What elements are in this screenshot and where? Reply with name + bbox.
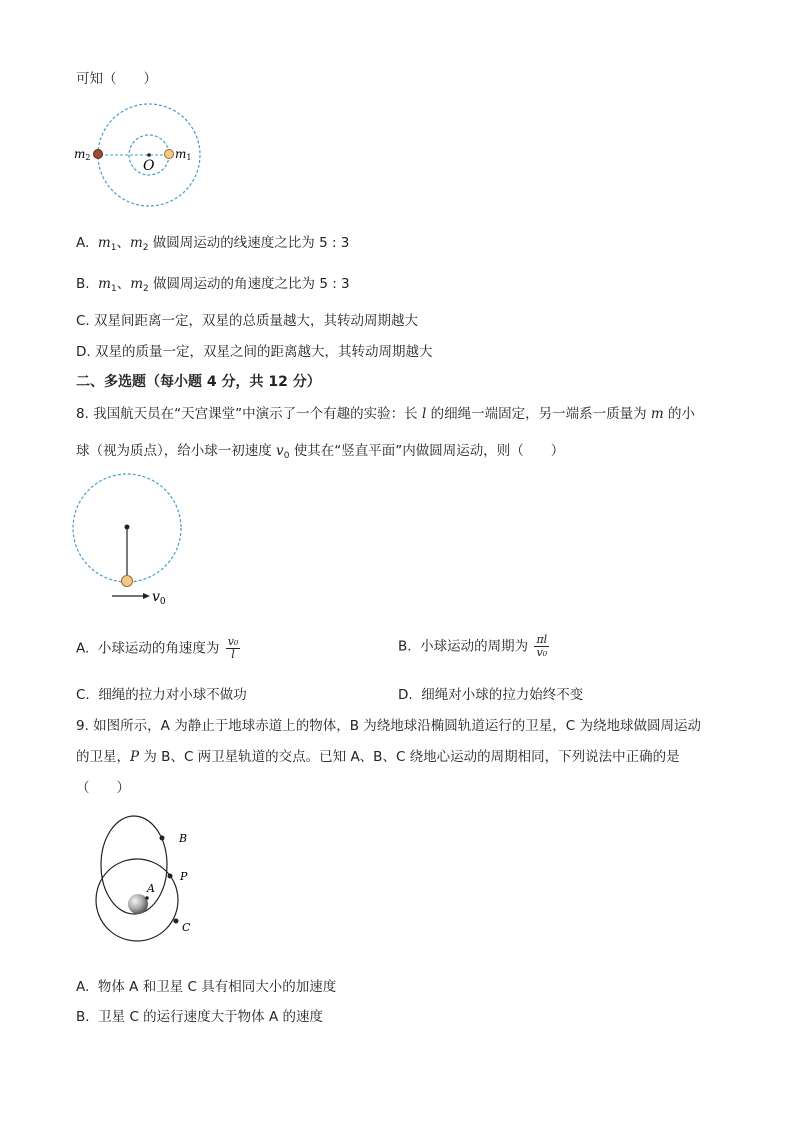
q9-stem-line3: （ ）: [76, 780, 130, 796]
satellite-c: [174, 919, 179, 924]
q9-stem-line2: 的卫星，P 为 B、C 两卫星轨道的交点。已知 A、B、C 绕地心运动的周期相同，下列说法中正确的是: [76, 749, 680, 765]
m2-star: [94, 150, 103, 159]
v0-label: v: [152, 589, 160, 605]
svg-text:m2: m2: [74, 147, 91, 162]
q8-option-a[interactable]: A. 小球运动的角速度为 $\frac{\text{v₀}}{l}$: [76, 635, 239, 661]
q7-option-a[interactable]: A. $m_1$、$m_2$ 做圆周运动的线速度之比为 5 : 3: [76, 235, 350, 253]
intersection-p: [168, 874, 173, 879]
label-a: A: [147, 882, 155, 895]
object-a: [145, 896, 149, 900]
center-point: [147, 153, 151, 157]
section-heading: 二、多选题（每小题 4 分，共 12 分）: [76, 374, 321, 390]
q7-option-c[interactable]: C. 双星间距离一定，双星的总质量越大，其转动周期越大: [76, 313, 419, 329]
satellite-b: [160, 836, 165, 841]
q9-option-a[interactable]: A. 物体 A 和卫星 C 具有相同大小的加速度: [76, 979, 337, 995]
m2-label: m: [74, 147, 86, 161]
q9-stem-line1: 9. 如图所示，A 为静止于地球赤道上的物体，B 为绕地球沿椭圆轨道运行的卫星，C 为绕地球做圆周运动: [76, 718, 701, 734]
label-c: C: [182, 921, 191, 934]
m1-label: m: [175, 147, 187, 161]
q8-circular-motion-figure: [68, 470, 198, 610]
svg-text:v0: $v_0$: [152, 589, 166, 607]
q8-stem-line1: 8. 我国航天员在“天宫课堂”中演示了一个有趣的实验：长 l 的细绳一端固定，另一端系一质量为 m 的小: [76, 406, 695, 422]
q8-option-c[interactable]: C. 细绳的拉力对小球不做功: [76, 687, 247, 703]
q7-stem-tail: 可知（ ）: [76, 71, 157, 87]
o-label: O: [143, 158, 155, 174]
label-b: B: [179, 832, 188, 845]
q7-binary-star-figure: [72, 100, 212, 210]
q7-option-d[interactable]: D. 双星的质量一定，双星之间的距离越大，其转动周期越大: [76, 344, 433, 360]
svg-text:m1: m1: [175, 147, 192, 162]
q9-orbit-figure: [90, 810, 210, 950]
earth: [128, 894, 148, 914]
q9-option-b[interactable]: B. 卫星 C 的运行速度大于物体 A 的速度: [76, 1009, 323, 1025]
q8-stem-line2: 球（视为质点），给小球一初速度 $v_0$ 使其在“竖直平面”内做圆周运动，则（ ）: [76, 443, 565, 461]
q7-option-b[interactable]: B. $m_1$、$m_2$ 做圆周运动的角速度之比为 5 : 3: [76, 276, 350, 294]
label-p: P: [180, 870, 188, 883]
m1-star: [165, 150, 174, 159]
q8-option-d[interactable]: D. 细绳对小球的拉力始终不变: [398, 687, 584, 703]
q8-option-b[interactable]: B. 小球运动的周期为 $\frac{\pi l}{\text{v₀}}$: [398, 633, 548, 659]
ball: [122, 576, 133, 587]
